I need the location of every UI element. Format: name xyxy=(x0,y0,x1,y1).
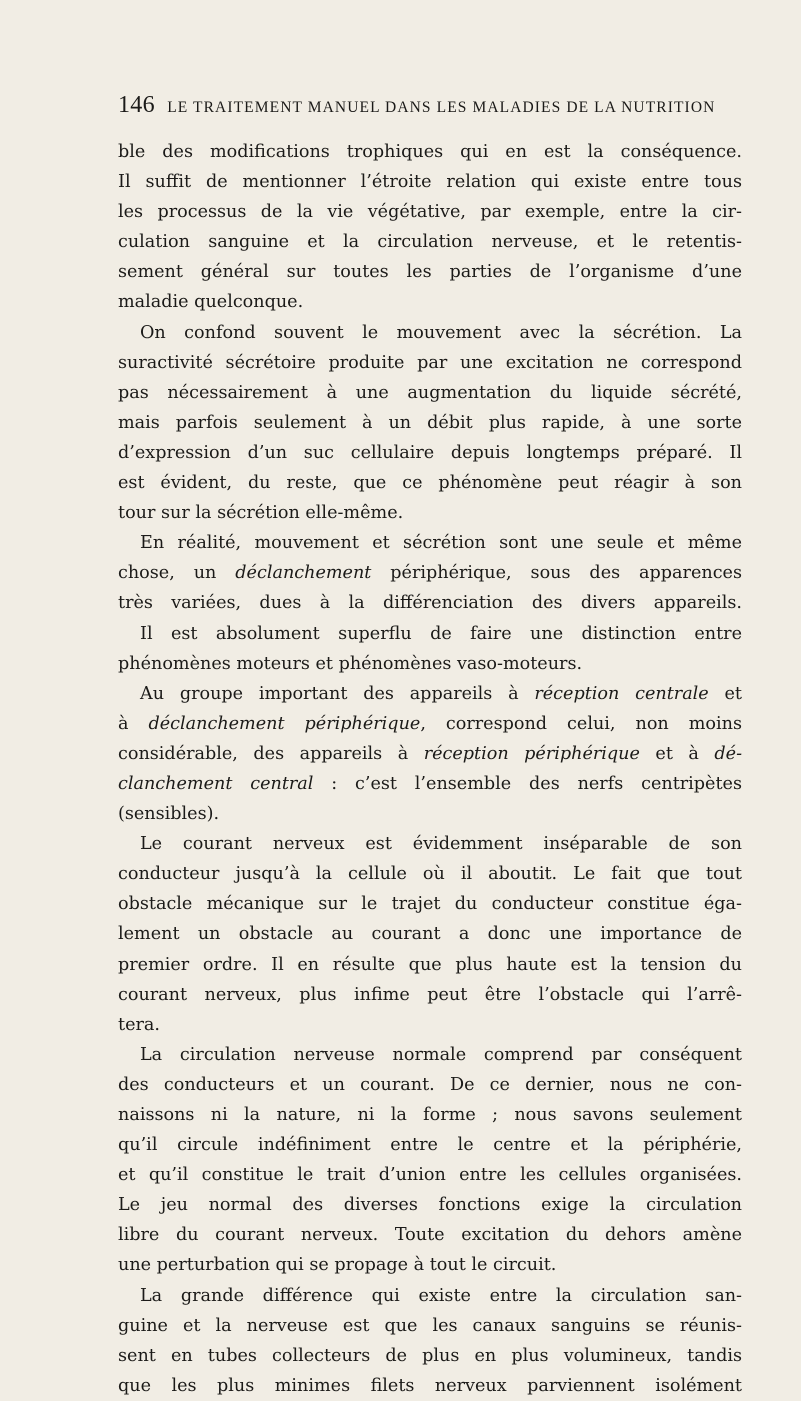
text-line: phénomènes moteurs et phénomènes vaso-moteurs. xyxy=(118,653,583,674)
text-line: courant nerveux, plus infime peut être l’obstacle qui l’arrê- xyxy=(118,984,742,1005)
text-line: Le courant nerveux est évidemment inséparable de son xyxy=(140,834,742,855)
text-line: est évident, du reste, que ce phénomène peut réagir à son xyxy=(118,473,742,494)
text-line: conducteur jusqu’à la cellule où il aboutit. Le fait que tout xyxy=(118,864,742,885)
page-number: 146 xyxy=(118,92,155,118)
text-run: considérable, des appareils à xyxy=(118,743,424,764)
text-line: La grande différence qui existe entre la circulation san- xyxy=(140,1285,742,1306)
text-run: , correspond celui, non moins xyxy=(420,713,742,734)
italic-term: clanchement central xyxy=(118,773,314,794)
text-line: tera. xyxy=(118,1014,160,1035)
text-run: à xyxy=(118,713,149,734)
text-line: Le jeu normal des diverses fonctions exige la circulation xyxy=(118,1195,742,1216)
italic-term: déclanchement xyxy=(235,563,372,584)
text-run: : c’est l’ensemble des nerfs centripètes xyxy=(313,773,742,794)
text-run: et xyxy=(708,683,743,704)
text-line: des conducteurs et un courant. De ce dernier, nous ne con- xyxy=(118,1074,742,1095)
running-head xyxy=(118,92,758,119)
text-line: libre du courant nerveux. Toute excitation du dehors amène xyxy=(118,1225,742,1246)
text-line: très variées, dues à la différenciation des divers appareils. xyxy=(118,593,742,614)
text-line: sement général sur toutes les parties de l’organisme d’une xyxy=(118,262,742,283)
text-run: chose, un xyxy=(118,563,236,584)
text-line: une perturbation qui se propage à tout le circuit. xyxy=(118,1255,557,1276)
text-line xyxy=(118,558,742,588)
text-line: ble des modifications trophiques qui en est la conséquence. xyxy=(118,142,742,162)
text-line: d’expression d’un suc cellulaire depuis longtemps préparé. Il xyxy=(118,442,742,463)
italic-term: déclanchement périphérique xyxy=(148,713,421,734)
text-line: On confond souvent le mouvement avec la sécrétion. La xyxy=(140,322,742,343)
text-line: sent en tubes collecteurs de plus en plus volumineux, tandis xyxy=(118,1345,742,1366)
running-title: LE TRAITEMENT MANUEL DANS LES MALADIES DE LA NUTRITION xyxy=(167,99,716,116)
text-line xyxy=(118,528,742,558)
italic-term: dé- xyxy=(714,743,743,764)
text-run: Au groupe important des appareils à xyxy=(140,683,535,704)
text-line: tour sur la sécrétion elle-même. xyxy=(118,503,404,524)
text-line: Il est absolument superflu de faire une distinction entre xyxy=(140,623,742,644)
text-line: premier ordre. Il en résulte que plus haute est la tension du xyxy=(118,954,742,975)
italic-term: réception périphérique xyxy=(423,743,640,764)
text-line: La circulation nerveuse normale comprend par conséquent xyxy=(140,1044,742,1065)
text-run: périphérique, sous des apparences xyxy=(371,563,742,584)
text-line: les processus de la vie végétative, par exemple, entre la cir- xyxy=(118,202,742,223)
text-line xyxy=(118,679,742,709)
text-line xyxy=(118,739,742,769)
text-line: et qu’il constitue le trait d’union entre les cellules organisées. xyxy=(118,1165,742,1186)
text-run: En réalité, mouvement et sécrétion sont une seule et même xyxy=(140,533,742,554)
text-line: que les plus minimes filets nerveux parviennent isolément xyxy=(118,1375,742,1396)
text-line: naissons ni la nature, ni la forme ; nous savons seulement xyxy=(118,1105,742,1125)
text-line: pas nécessairement à une augmentation du liquide sécrété, xyxy=(118,382,742,403)
body-text xyxy=(118,137,742,1401)
text-line: suractivité sécrétoire produite par une excitation ne correspond xyxy=(118,352,742,373)
text-line xyxy=(118,709,742,739)
text-line: obstacle mécanique sur le trajet du conducteur constitue éga- xyxy=(118,894,742,915)
text-line: maladie quelconque. xyxy=(118,292,304,313)
text-line xyxy=(118,769,742,799)
text-line: Il suffit de mentionner l’étroite relation qui existe entre tous xyxy=(118,172,742,193)
text-line: lement un obstacle au courant a donc une importance de xyxy=(118,924,742,945)
text-line: culation sanguine et la circulation nerveuse, et le retentis- xyxy=(118,232,742,253)
text-line: guine et la nerveuse est que les canaux sanguins se réunis- xyxy=(118,1315,742,1336)
italic-term: réception centrale xyxy=(534,683,709,704)
text-line: mais parfois seulement à un débit plus rapide, à une sorte xyxy=(118,412,742,433)
text-run: et à xyxy=(639,743,715,764)
text-line: (sensibles). xyxy=(118,804,220,825)
text-line: qu’il circule indéfiniment entre le centre et la périphérie, xyxy=(118,1135,742,1156)
